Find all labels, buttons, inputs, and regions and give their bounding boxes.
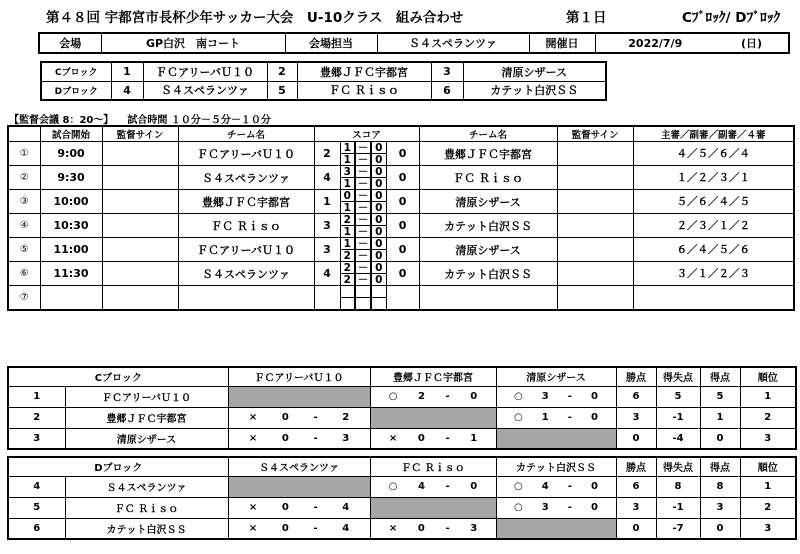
first-half-home: 3: [340, 166, 355, 178]
header-blank: [8, 126, 40, 142]
home-score: 3: [314, 238, 340, 262]
col-team: 清原シザース: [496, 367, 616, 386]
result-cell: [496, 407, 616, 428]
match-number: ⑦: [8, 286, 40, 310]
team-number: 4: [8, 476, 65, 497]
team-name: ＦＣアリーバＵ１０: [65, 386, 228, 407]
points: 6: [616, 386, 656, 407]
score-dash: [355, 298, 371, 310]
score-dash: －: [355, 238, 371, 250]
away-score: 0: [386, 262, 419, 286]
match-time-label: 試合時間: [127, 115, 168, 126]
home-score: [314, 286, 340, 310]
goal-diff: -1: [656, 407, 700, 428]
first-half-home: 0: [340, 190, 355, 202]
self-match-cell: [370, 407, 496, 428]
away-sign-cell: [557, 214, 633, 238]
home-team: ＦＣアリーバＵ１０: [178, 142, 314, 166]
referees: ６／４／５／６: [633, 238, 794, 262]
first-half-away: 0: [371, 190, 386, 202]
result-values: [229, 502, 370, 513]
result-goals: 3: [342, 432, 350, 444]
away-score: 0: [386, 238, 419, 262]
standing-row: [8, 407, 796, 428]
result-mark: ○: [388, 481, 398, 492]
away-sign-cell: [557, 190, 633, 214]
match-row: [8, 142, 794, 154]
score-dash: －: [355, 154, 371, 166]
header-team2: チーム名: [419, 126, 557, 142]
result-separator: -: [445, 481, 450, 492]
venue-value: GP白沢 南コート: [101, 33, 285, 53]
team-number: 6: [8, 518, 65, 539]
rank: 3: [740, 428, 796, 449]
result-cell: [228, 497, 370, 518]
first-half-home: 1: [340, 238, 355, 250]
referees: ４／５／６／４: [633, 142, 794, 166]
result-separator: -: [567, 391, 572, 402]
home-score: 2: [314, 142, 340, 166]
referees: ３／１／２／３: [633, 262, 794, 286]
home-sign-cell: [102, 190, 178, 214]
first-half-away: [371, 286, 386, 298]
match-time: 11:00: [40, 238, 102, 262]
team-number: 1: [8, 386, 65, 407]
result-separator: -: [313, 522, 318, 534]
venue-label: 会場: [39, 33, 101, 53]
first-half-away: 0: [371, 214, 386, 226]
group-c-row: [41, 62, 606, 81]
result-mark: ×: [248, 412, 258, 423]
col-team: ＦＣアリーバＵ１０: [228, 367, 370, 386]
home-team: Ｓ４スペランツァ: [178, 262, 314, 286]
group-team-name: ＦＣアリーバＵ１０: [143, 62, 267, 81]
standing-row: [8, 518, 796, 539]
goals-for: 0: [700, 428, 740, 449]
col-goal-diff: 得失点: [656, 457, 700, 476]
result-goals: 0: [470, 391, 478, 402]
second-half-away: [371, 298, 386, 310]
match-row: [8, 262, 794, 274]
home-sign-cell: [102, 262, 178, 286]
first-half-away: 0: [371, 238, 386, 250]
away-score: 0: [386, 166, 419, 190]
col-team: Ｓ４スペランツァ: [228, 457, 370, 476]
result-separator: -: [567, 502, 572, 513]
result-goals: 3: [470, 522, 478, 534]
result-cell: [228, 407, 370, 428]
second-half-home: 2: [340, 250, 355, 262]
score-dash: －: [355, 202, 371, 214]
match-time: [40, 286, 102, 310]
first-half-away: 0: [371, 262, 386, 274]
match-time-value: １０分－５分－１０分: [170, 115, 271, 126]
match-number: ②: [8, 166, 40, 190]
header-sign2: 監督サイン: [557, 126, 633, 142]
away-team: カテット白沢ＳＳ: [419, 214, 557, 238]
result-mark: ○: [514, 391, 523, 402]
away-sign-cell: [557, 262, 633, 286]
first-half-home: [340, 286, 355, 298]
result-goals: 0: [590, 391, 598, 402]
result-separator: -: [445, 391, 450, 402]
self-match-cell: [370, 497, 496, 518]
second-half-home: 1: [340, 226, 355, 238]
group-table: [40, 61, 607, 101]
group-d-label: Dブロック: [41, 81, 111, 100]
score-dash: －: [355, 166, 371, 178]
score-dash: －: [355, 178, 371, 190]
points: 6: [616, 476, 656, 497]
second-half-away: 0: [371, 274, 386, 286]
result-values: [497, 412, 616, 423]
meeting-label: 【監督会議 8：20～】: [9, 115, 114, 126]
result-cell: [370, 428, 496, 449]
second-half-home: 2: [340, 274, 355, 286]
away-score: [386, 286, 419, 310]
result-cell: [370, 518, 496, 539]
home-score: 4: [314, 166, 340, 190]
match-time: 10:30: [40, 214, 102, 238]
col-rank: 順位: [740, 457, 796, 476]
home-sign-cell: [102, 166, 178, 190]
result-separator: -: [567, 412, 572, 423]
day-label: 第１日: [566, 10, 607, 26]
result-separator: -: [567, 481, 572, 492]
weekday-value: (日): [715, 33, 789, 53]
self-match-cell: [228, 386, 370, 407]
score-dash: －: [355, 142, 371, 154]
result-goals: 2: [418, 391, 426, 402]
result-goals: 0: [417, 432, 425, 444]
result-separator: -: [313, 502, 318, 513]
standing-row: [8, 386, 796, 407]
team-number: 5: [8, 497, 65, 518]
d-standings-header: [8, 457, 796, 476]
away-sign-cell: [557, 286, 633, 310]
group-team-no: 5: [267, 81, 297, 100]
result-goals: 1: [541, 412, 549, 423]
venue-table: [38, 32, 790, 54]
result-mark: ○: [514, 412, 523, 423]
home-team: [178, 286, 314, 310]
result-goals: 0: [590, 502, 598, 513]
col-goals-for: 得点: [700, 367, 740, 386]
home-score: 4: [314, 262, 340, 286]
date-value: 2022/7/9: [595, 33, 715, 53]
result-goals: 0: [281, 502, 289, 513]
result-cell: [228, 518, 370, 539]
match-row: [8, 238, 794, 250]
result-cell: [496, 497, 616, 518]
result-goals: 4: [342, 522, 350, 534]
second-half-away: 0: [371, 202, 386, 214]
self-match-cell: [496, 518, 616, 539]
away-team: 清原シザース: [419, 238, 557, 262]
result-goals: 4: [342, 502, 350, 513]
match-number: ④: [8, 214, 40, 238]
result-separator: -: [313, 432, 318, 444]
group-d-row: [41, 81, 606, 100]
home-sign-cell: [102, 238, 178, 262]
referees: １／２／３／１: [633, 166, 794, 190]
result-mark: ×: [248, 502, 258, 513]
col-rank: 順位: [740, 367, 796, 386]
second-half-away: 0: [371, 250, 386, 262]
col-team: カテット白沢ＳＳ: [496, 457, 616, 476]
result-goals: 0: [281, 412, 289, 423]
result-values: [371, 433, 496, 444]
result-separator: -: [445, 522, 450, 534]
away-score: 0: [386, 190, 419, 214]
result-goals: 4: [418, 481, 426, 492]
match-number: ⑥: [8, 262, 40, 286]
match-number: ①: [8, 142, 40, 166]
match-number: ⑤: [8, 238, 40, 262]
match-time: 9:30: [40, 166, 102, 190]
goals-for: 0: [700, 518, 740, 539]
c-standings-header: [8, 367, 796, 386]
match-number: ③: [8, 190, 40, 214]
home-sign-cell: [102, 214, 178, 238]
score-dash: －: [355, 262, 371, 274]
header-score: スコア: [314, 126, 419, 142]
away-team: 豊郷ＪＦＣ宇都宮: [419, 142, 557, 166]
result-cell: [370, 476, 496, 497]
blocks-label: Cﾌﾞﾛｯｸ/ Dﾌﾞﾛｯｸ: [682, 10, 781, 26]
goal-diff: -1: [656, 497, 700, 518]
rank: 2: [740, 497, 796, 518]
points: 3: [616, 497, 656, 518]
away-team: 清原シザース: [419, 190, 557, 214]
away-score: 0: [386, 142, 419, 166]
away-score: 0: [386, 214, 419, 238]
result-values: [229, 523, 370, 534]
match-row: [8, 166, 794, 178]
team-number: 3: [8, 428, 65, 449]
staff-value: Ｓ４スペランツァ: [377, 33, 529, 53]
score-dash: [355, 286, 371, 298]
referees: ５／６／４／５: [633, 190, 794, 214]
first-half-home: 1: [340, 142, 355, 154]
header-team1: チーム名: [178, 126, 314, 142]
away-team: [419, 286, 557, 310]
group-team-no: 2: [267, 62, 297, 81]
match-row: [8, 286, 794, 298]
goal-diff: 5: [656, 386, 700, 407]
result-goals: 4: [541, 481, 549, 492]
team-name: カテット白沢ＳＳ: [65, 518, 228, 539]
match-row: [8, 214, 794, 226]
col-points: 勝点: [616, 457, 656, 476]
staff-label: 会場担当: [285, 33, 377, 53]
header-refs: 主審／副審／副審／４審: [633, 126, 794, 142]
match-row: [8, 190, 794, 202]
result-values: [229, 412, 370, 423]
home-team: ＦＣアリーバＵ１０: [178, 238, 314, 262]
result-goals: 2: [342, 412, 350, 423]
meeting-note: [9, 111, 271, 126]
group-team-no: 3: [431, 62, 463, 81]
standing-row: [8, 476, 796, 497]
result-values: [229, 433, 370, 444]
result-values: [497, 391, 616, 402]
goal-diff: -4: [656, 428, 700, 449]
result-values: [371, 481, 496, 492]
second-half-away: 0: [371, 178, 386, 190]
result-values: [371, 391, 496, 402]
result-goals: 3: [541, 502, 549, 513]
score-dash: －: [355, 226, 371, 238]
page-title: 第４８回 宇都宮市長杯少年サッカー大会 U-10クラス 組み合わせ: [46, 10, 464, 26]
result-mark: ×: [388, 522, 398, 534]
col-team: 豊郷ＪＦＣ宇都宮: [370, 367, 496, 386]
result-goals: 0: [417, 522, 425, 534]
self-match-cell: [496, 428, 616, 449]
schedule-header: [8, 126, 794, 142]
result-values: [371, 523, 496, 534]
goal-diff: 8: [656, 476, 700, 497]
date-label: 開催日: [529, 33, 595, 53]
home-score: 1: [314, 190, 340, 214]
away-sign-cell: [557, 238, 633, 262]
second-half-home: 1: [340, 178, 355, 190]
c-standings-table: [7, 366, 797, 450]
second-half-away: 0: [371, 226, 386, 238]
col-goal-diff: 得失点: [656, 367, 700, 386]
title-row: [0, 4, 800, 26]
d-block-label: Dブロック: [8, 457, 228, 476]
result-goals: 0: [470, 481, 478, 492]
away-sign-cell: [557, 166, 633, 190]
self-match-cell: [228, 476, 370, 497]
result-mark: ×: [248, 432, 258, 444]
home-team: Ｓ４スペランツァ: [178, 166, 314, 190]
score-dash: －: [355, 274, 371, 286]
standing-row: [8, 428, 796, 449]
goal-diff: -7: [656, 518, 700, 539]
team-name: Ｓ４スペランツァ: [65, 476, 228, 497]
points: 3: [616, 407, 656, 428]
goals-for: 8: [700, 476, 740, 497]
match-time: 10:00: [40, 190, 102, 214]
team-name: 清原シザース: [65, 428, 228, 449]
result-mark: ×: [388, 432, 398, 444]
result-separator: -: [445, 432, 450, 444]
points: 0: [616, 428, 656, 449]
col-goals-for: 得点: [700, 457, 740, 476]
result-cell: [228, 428, 370, 449]
result-goals: 0: [281, 432, 289, 444]
standing-row: [8, 497, 796, 518]
away-team: ＦＣ Ｒｉｓｏ: [419, 166, 557, 190]
header-sign1: 監督サイン: [102, 126, 178, 142]
rank: 2: [740, 407, 796, 428]
result-mark: ○: [514, 502, 523, 513]
result-goals: 3: [541, 391, 549, 402]
group-team-no: 4: [111, 81, 143, 100]
second-half-home: [340, 298, 355, 310]
home-sign-cell: [102, 142, 178, 166]
d-standings-table: [7, 456, 797, 540]
rank: 1: [740, 476, 796, 497]
result-cell: [496, 386, 616, 407]
away-team: カテット白沢ＳＳ: [419, 262, 557, 286]
points: 0: [616, 518, 656, 539]
second-half-home: 1: [340, 154, 355, 166]
group-team-no: 1: [111, 62, 143, 81]
goals-for: 3: [700, 497, 740, 518]
header-start: 試合開始: [40, 126, 102, 142]
result-cell: [370, 386, 496, 407]
goals-for: 5: [700, 386, 740, 407]
result-mark: ×: [248, 522, 258, 534]
rank: 3: [740, 518, 796, 539]
home-sign-cell: [102, 286, 178, 310]
score-dash: －: [355, 190, 371, 202]
group-team-no: 6: [431, 81, 463, 100]
c-block-label: Cブロック: [8, 367, 228, 386]
result-values: [497, 502, 616, 513]
group-team-name: Ｓ４スペランツァ: [143, 81, 267, 100]
second-half-away: 0: [371, 154, 386, 166]
group-team-name: 清原シザース: [463, 62, 606, 81]
col-points: 勝点: [616, 367, 656, 386]
second-half-home: 1: [340, 202, 355, 214]
goals-for: 1: [700, 407, 740, 428]
result-goals: 0: [281, 522, 289, 534]
group-team-name: ＦＣ Ｒｉｓｏ: [297, 81, 431, 100]
home-team: ＦＣ Ｒｉｓｏ: [178, 214, 314, 238]
first-half-away: 0: [371, 142, 386, 154]
referees: ２／３／１／２: [633, 214, 794, 238]
schedule-table: [7, 125, 795, 311]
match-time: 9:00: [40, 142, 102, 166]
team-name: 豊郷ＪＦＣ宇都宮: [65, 407, 228, 428]
match-time: 11:30: [40, 262, 102, 286]
away-sign-cell: [557, 142, 633, 166]
home-team: 豊郷ＪＦＣ宇都宮: [178, 190, 314, 214]
result-mark: ○: [514, 481, 523, 492]
rank: 1: [740, 386, 796, 407]
first-half-home: 2: [340, 262, 355, 274]
result-mark: ○: [388, 391, 398, 402]
home-score: 3: [314, 214, 340, 238]
score-dash: －: [355, 214, 371, 226]
group-team-name: カテット白沢ＳＳ: [463, 81, 606, 100]
result-values: [497, 481, 616, 492]
first-half-home: 2: [340, 214, 355, 226]
result-goals: 0: [590, 481, 598, 492]
result-goals: 1: [470, 432, 478, 444]
group-team-name: 豊郷ＪＦＣ宇都宮: [297, 62, 431, 81]
result-goals: 0: [590, 412, 598, 423]
first-half-away: 0: [371, 166, 386, 178]
col-team: ＦＣ Ｒｉｓｏ: [370, 457, 496, 476]
team-name: ＦＣ Ｒｉｓｏ: [65, 497, 228, 518]
group-c-label: Cブロック: [41, 62, 111, 81]
score-dash: －: [355, 250, 371, 262]
result-separator: -: [313, 412, 318, 423]
team-number: 2: [8, 407, 65, 428]
result-cell: [496, 476, 616, 497]
referees: [633, 286, 794, 310]
